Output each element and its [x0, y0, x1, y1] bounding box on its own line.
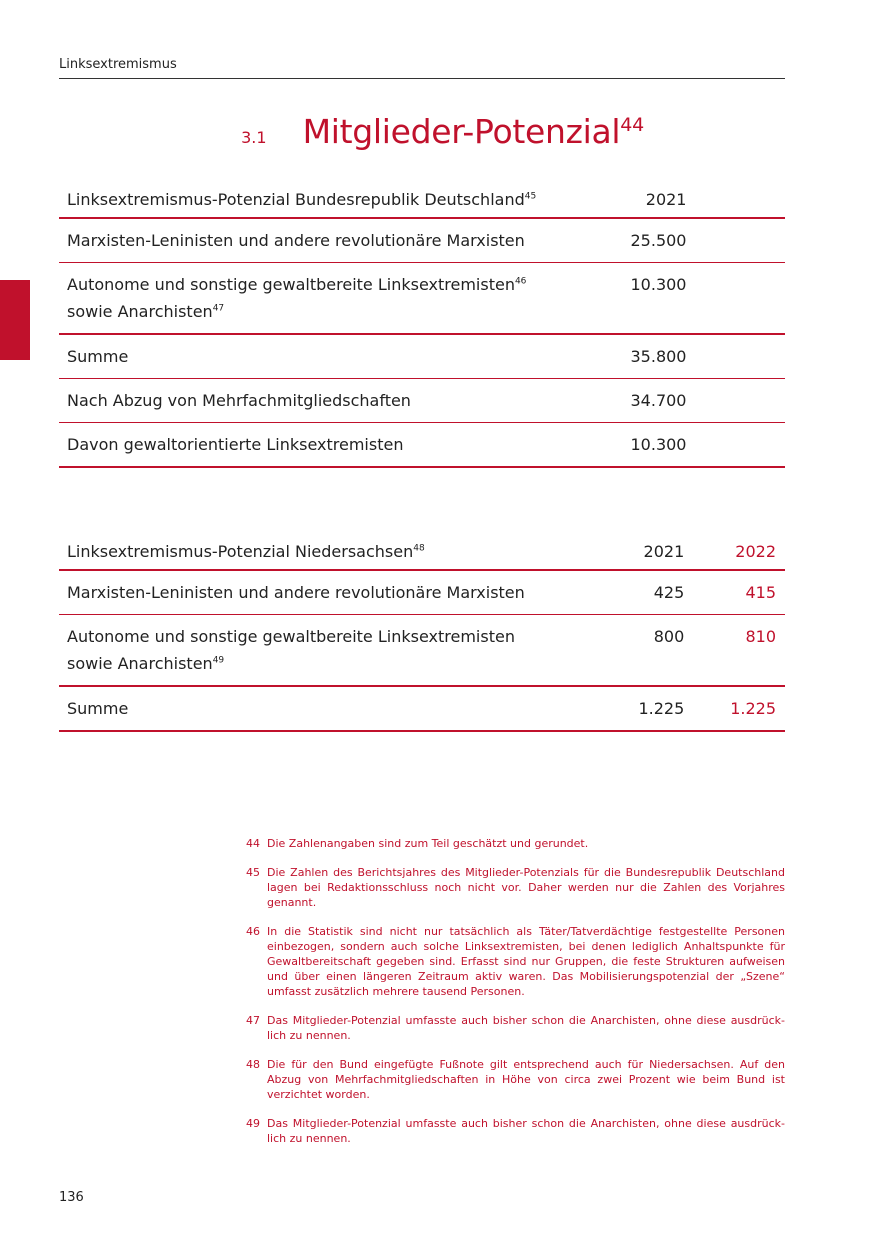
- footnote-number: 49: [246, 1117, 260, 1130]
- row-label: Summe: [59, 334, 581, 379]
- row-label: Marxisten-Leninisten und andere revolutionäre Marxisten: [59, 570, 579, 615]
- footnote-44: [246, 836, 785, 851]
- footnote-text: In die Statistik sind nicht nur tatsächlich als Täter/Tatverdächtige festgestellte Personen einbezogen, sondern auch solche Linksextremisten, bei denen lediglich Anhaltspunkte für Gewaltbereitschaft gegeben sind. Erfasst sind nur Gruppen, die feste Strukturen aufweisen und über einen längeren Zeitraum aktiv waren. Das Mobilisierungspotenzial der „Szene“ umfasst zusätzlich mehrere tausend Personen.: [267, 925, 785, 998]
- row-value: 10.300: [581, 263, 697, 335]
- row-value: 10.300: [581, 423, 697, 468]
- table-header-row: [59, 538, 785, 570]
- section-number: 3.1: [241, 128, 267, 147]
- heading-text: Linksextremismus-Potenzial Niedersachsen: [67, 542, 414, 561]
- footnote-45: [246, 865, 785, 910]
- running-header: Linksextremismus: [59, 57, 785, 79]
- footnote-ref[interactable]: 49: [212, 655, 225, 666]
- footnote-text: Die Zahlen des Berichtsjahres des Mitglieder-Potenzials für die Bundesrepublik Deutschland lagen bei Redaktionsschluss noch nicht vor. Daher werden nur die Zahlen des Vorjahres genannt.: [267, 866, 785, 909]
- footnote-49: [246, 1116, 785, 1146]
- table-row: [59, 379, 785, 423]
- table-heading-label: [59, 186, 581, 218]
- footnote-number: 44: [246, 837, 260, 850]
- chapter-marker-tab: [0, 280, 30, 360]
- table-row-sum: [59, 334, 785, 379]
- footnote-ref[interactable]: 45: [524, 191, 537, 202]
- table-row-sum: [59, 686, 785, 731]
- value-2021: 425: [579, 570, 695, 615]
- footnote-text: Das Mitglieder-Potenzial umfasste auch bisher schon die Anarchisten, ohne diese ausdrück-lich zu nennen.: [267, 1117, 785, 1145]
- empty-cell: [696, 423, 785, 468]
- table-header-row: [59, 186, 785, 218]
- year-column-2021: 2021: [581, 186, 697, 218]
- page-number: 136: [59, 1190, 84, 1205]
- row-label: [59, 263, 581, 335]
- footnote-ref[interactable]: 48: [413, 543, 425, 554]
- label-line1: Autonome und sonstige gewaltbereite Linksextremisten: [67, 627, 515, 646]
- section-title-wrap: [303, 112, 644, 151]
- row-label: Summe: [59, 686, 579, 731]
- footnote-number: 46: [246, 925, 260, 938]
- footnote-text: Das Mitglieder-Potenzial umfasste auch bisher schon die Anarchisten, ohne diese ausdrück-lich zu nennen.: [267, 1014, 785, 1042]
- potential-table-bund: [59, 186, 785, 468]
- value-2021: 800: [579, 615, 695, 687]
- footnote-47: [246, 1013, 785, 1043]
- table-row: [59, 218, 785, 263]
- row-value: 34.700: [581, 379, 697, 423]
- empty-cell: [696, 334, 785, 379]
- footnote-46: [246, 924, 785, 999]
- value-2022: 810: [694, 615, 785, 687]
- year-column-2021: 2021: [579, 538, 695, 570]
- row-label: Davon gewaltorientierte Linksextremisten: [59, 423, 581, 468]
- row-label: Nach Abzug von Mehrfachmitgliedschaften: [59, 379, 581, 423]
- row-label: [59, 615, 579, 687]
- footnotes-block: [246, 836, 785, 1160]
- heading-text: Linksextremismus-Potenzial Bundesrepublik Deutschland: [67, 190, 525, 209]
- section-heading: [0, 112, 875, 151]
- potential-table-niedersachsen: [59, 538, 785, 732]
- row-value: 35.800: [581, 334, 697, 379]
- table-row: [59, 423, 785, 468]
- section-footnote-ref[interactable]: 44: [620, 114, 644, 136]
- label-line2: sowie Anarchisten: [67, 302, 213, 321]
- section-title: Mitglieder-Potenzial: [302, 112, 621, 151]
- empty-cell: [696, 379, 785, 423]
- table-row: [59, 570, 785, 615]
- empty-cell: [696, 218, 785, 263]
- value-2022: 415: [694, 570, 785, 615]
- label-line2: sowie Anarchisten: [67, 654, 213, 673]
- footnote-number: 48: [246, 1058, 260, 1071]
- table-heading-label: [59, 538, 579, 570]
- footnote-number: 47: [246, 1014, 260, 1027]
- row-label: Marxisten-Leninisten und andere revolutionäre Marxisten: [59, 218, 581, 263]
- value-2022: 1.225: [694, 686, 785, 731]
- footnote-ref[interactable]: 46: [514, 276, 527, 287]
- footnote-text: Die Zahlenangaben sind zum Teil geschätzt und gerundet.: [267, 837, 589, 850]
- footnote-text: Die für den Bund eingefügte Fußnote gilt entsprechend auch für Niedersachsen. Auf den Abzug von Mehrfachmitgliedschaften in Höhe von circa zwei Prozent wie beim Bund ist verzichtet worden.: [267, 1058, 785, 1101]
- footnote-number: 45: [246, 866, 260, 879]
- footnote-ref[interactable]: 47: [212, 303, 225, 314]
- empty-cell: [696, 263, 785, 335]
- year-column-2022: 2022: [694, 538, 785, 570]
- label-line1: Autonome und sonstige gewaltbereite Linksextremisten: [67, 275, 515, 294]
- footnote-48: [246, 1057, 785, 1102]
- value-2021: 1.225: [579, 686, 695, 731]
- table-row: [59, 615, 785, 687]
- row-value: 25.500: [581, 218, 697, 263]
- table-row: [59, 263, 785, 335]
- empty-column: [696, 186, 785, 218]
